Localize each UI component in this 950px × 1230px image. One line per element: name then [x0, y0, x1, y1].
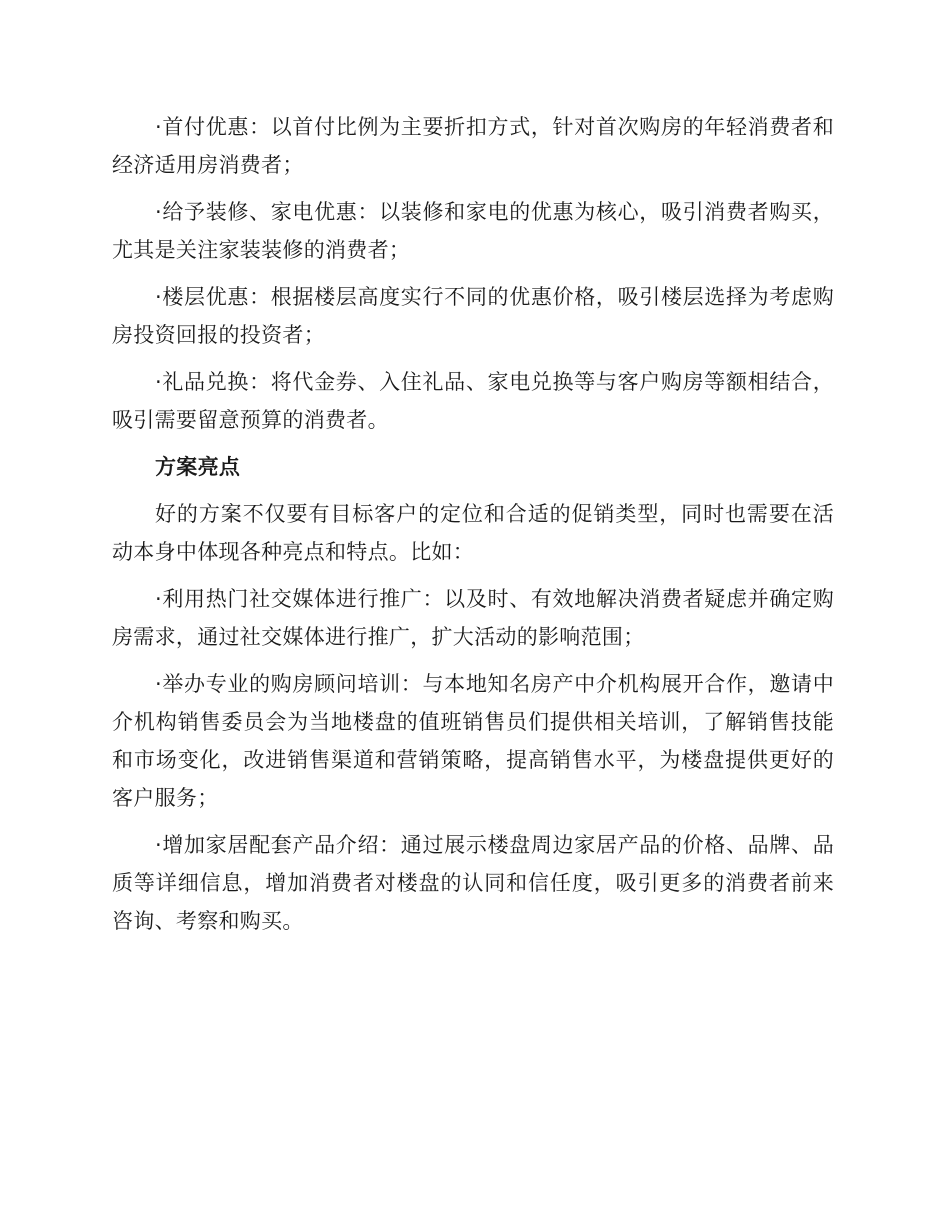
paragraph-home-product-intro: ·增加家居配套产品介绍：通过展示楼盘周边家居产品的价格、品牌、品质等详细信息，增加消费者对楼盘的认同和信任度，吸引更多的消费者前来咨询、考察和购买。 [112, 833, 834, 933]
section-heading: 方案亮点 [155, 455, 241, 479]
paragraph-consultant-training: ·举办专业的购房顾问培训：与本地知名房产中介机构展开合作，邀请中介机构销售委员会为当地楼盘的值班销售员们提供相关培训，了解销售技能和市场变化，改进销售渠道和营销策略，提高销售水平，为楼盘提供更好的客户服务； [112, 672, 834, 810]
document-page [112, 108, 834, 949]
paragraph-down-payment-discount: ·首付优惠：以首付比例为主要折扣方式，针对首次购房的年轻消费者和经济适用房消费者； [112, 115, 834, 177]
paragraph-floor-discount: ·楼层优惠：根据楼层高度实行不同的优惠价格，吸引楼层选择为考虑购房投资回报的投资者； [112, 285, 834, 347]
paragraph-social-media-promotion: ·利用热门社交媒体进行推广：以及时、有效地解决消费者疑虑并确定购房需求，通过社交媒体进行推广，扩大活动的影响范围； [112, 587, 834, 649]
paragraph-decoration-appliance-discount: ·给予装修、家电优惠：以装修和家电的优惠为核心，吸引消费者购买，尤其是关注家装装修的消费者； [112, 200, 834, 262]
paragraph-gift-exchange: ·礼品兑换：将代金券、入住礼品、家电兑换等与客户购房等额相结合，吸引需要留意预算的消费者。 [112, 370, 834, 432]
section-intro: 好的方案不仅要有目标客户的定位和合适的促销类型，同时也需要在活动本身中体现各种亮点和特点。比如： [112, 502, 834, 564]
